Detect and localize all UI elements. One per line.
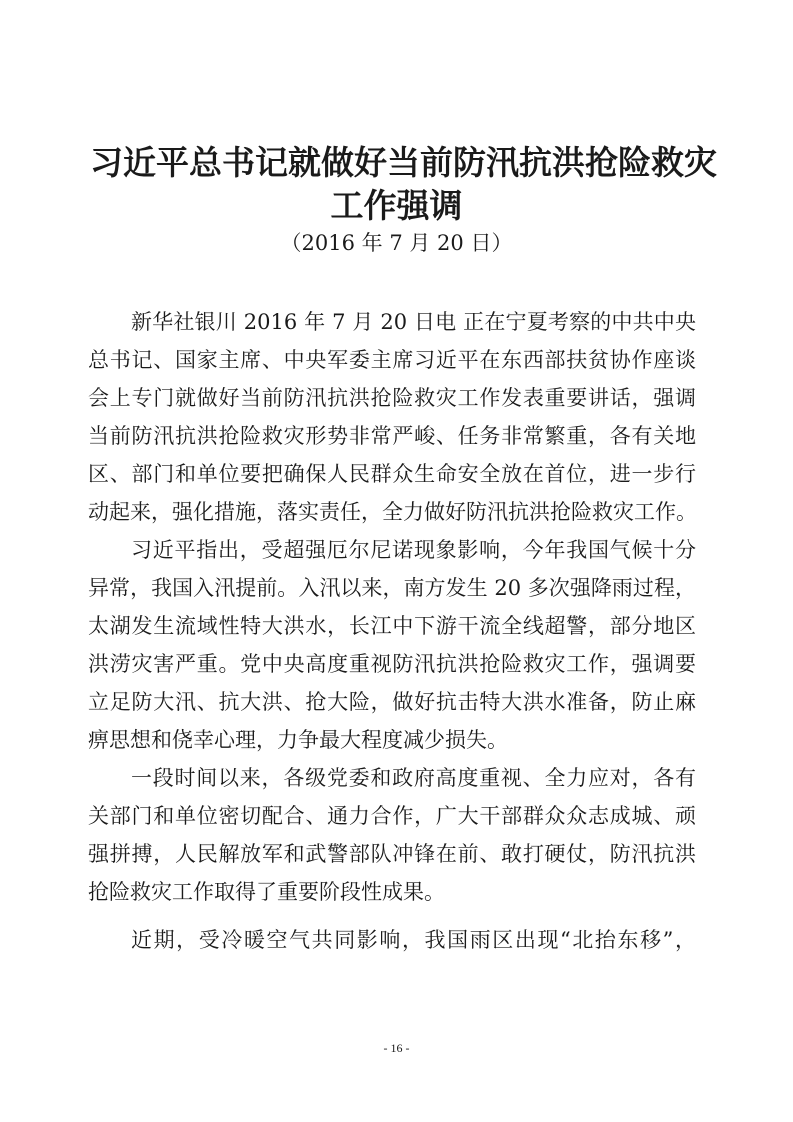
- paragraph-3-line-1: 一段时间以来，各级党委和政府高度重视、全力应对，各有: [131, 766, 696, 790]
- document-date: （2016 年 7 月 20 日）: [280, 231, 513, 255]
- paragraph-1-line-1: 新华社银川 2016 年 7 月 20 日电 正在宁夏考察的中共中央: [131, 310, 696, 334]
- paragraph-1-line-5: 区、部门和单位要把确保人民群众生命安全放在首位，进一步行: [88, 462, 696, 486]
- paragraph-2-line-6: 痹思想和侥幸心理，力争最大程度减少损失。: [88, 728, 508, 752]
- document-title-line-2: 工作强调: [330, 186, 463, 225]
- paragraph-3-line-2: 关部门和单位密切配合、通力合作，广大干部群众众志成城、顽: [88, 804, 696, 828]
- page-number: - 16 -: [383, 1041, 410, 1055]
- document-title-line-1: 习近平总书记就做好当前防汛抗洪抢险救灾: [90, 143, 717, 182]
- paragraph-1-line-2: 总书记、国家主席、中央军委主席习近平在东西部扶贫协作座谈: [88, 348, 696, 372]
- paragraph-2-line-5: 立足防大汛、抗大洪、抢大险，做好抗击特大洪水准备，防止麻: [88, 690, 696, 714]
- paragraph-1-line-6: 动起来，强化措施，落实责任，全力做好防汛抗洪抢险救灾工作。: [88, 500, 697, 524]
- paragraph-2-line-3: 太湖发生流域性特大洪水，长江中下游干流全线超警，部分地区: [88, 614, 696, 638]
- paragraph-1-line-3: 会上专门就做好当前防汛抗洪抢险救灾工作发表重要讲话，强调: [88, 386, 696, 410]
- paragraph-2-line-2: 异常，我国入汛提前。入汛以来，南方发生 20 多次强降雨过程，: [88, 576, 696, 600]
- paragraph-2-line-4: 洪涝灾害严重。党中央高度重视防汛抗洪抢险救灾工作，强调要: [88, 652, 696, 676]
- paragraph-3-line-4: 抢险救灾工作取得了重要阶段性成果。: [88, 880, 445, 904]
- paragraph-4-line-1: 近期，受冷暖空气共同影响，我国雨区出现“北抬东移”，: [131, 928, 696, 952]
- paragraph-3-line-3: 强拼搏，人民解放军和武警部队冲锋在前、敢打硬仗，防汛抗洪: [88, 842, 696, 866]
- paragraph-2-line-1: 习近平指出，受超强厄尔尼诺现象影响，今年我国气候十分: [131, 538, 696, 562]
- paragraph-1-line-4: 当前防汛抗洪抢险救灾形势非常严峻、任务非常繁重，各有关地: [88, 424, 696, 448]
